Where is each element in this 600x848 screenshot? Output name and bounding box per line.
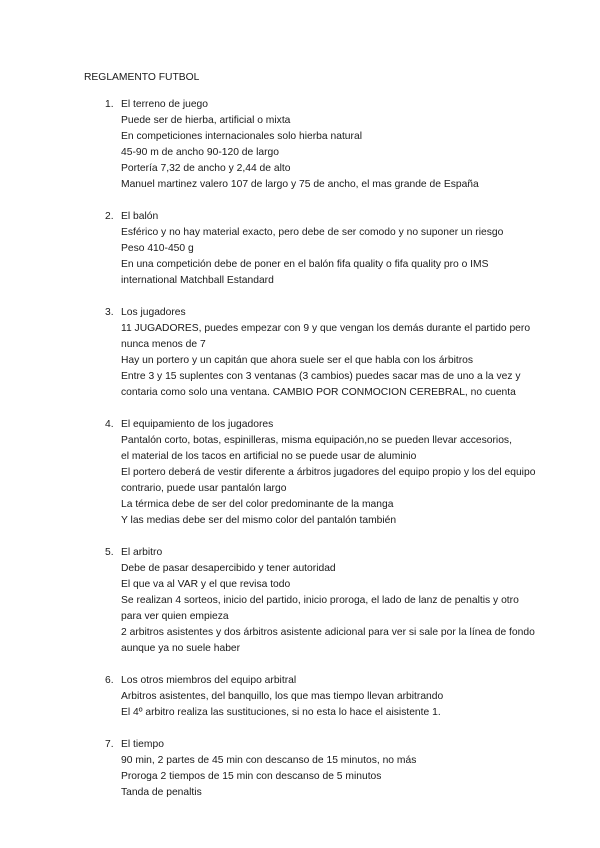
section-3 bbox=[105, 305, 540, 401]
section-1 bbox=[105, 97, 540, 193]
section-line: 2 arbitros asistentes y dos árbitros asistente adicional para ver si sale por la línea de fondo aunque ya no suele haber bbox=[121, 627, 535, 654]
section-list bbox=[84, 97, 540, 801]
section-line: Hay un portero y un capitán que ahora suele ser el que habla con los árbitros bbox=[121, 355, 474, 366]
section-line: Esférico y no hay material exacto, pero debe de ser comodo y no suponer un riesgo bbox=[121, 227, 504, 238]
section-4 bbox=[105, 417, 540, 529]
section-line: El que va al VAR y el que revisa todo bbox=[121, 579, 291, 590]
section-line: Pantalón corto, botas, espinilleras, misma equipación,no se pueden llevar accesorios, bbox=[121, 435, 512, 446]
section-line: 45-90 m de ancho 90-120 de largo bbox=[121, 147, 279, 158]
section-heading: El terreno de juego bbox=[121, 99, 209, 110]
section-heading: Los jugadores bbox=[121, 307, 186, 318]
section-line: Y las medias debe ser del mismo color del pantalón también bbox=[121, 515, 397, 526]
section-line: 90 min, 2 partes de 45 min con descanso de 15 minutos, no más bbox=[121, 755, 417, 766]
section-line: Proroga 2 tiempos de 15 min con descanso de 5 minutos bbox=[121, 771, 382, 782]
section-number: 2. bbox=[105, 211, 114, 222]
section-line: Peso 410-450 g bbox=[121, 243, 194, 254]
section-6 bbox=[105, 673, 540, 721]
section-heading: El tiempo bbox=[121, 739, 164, 750]
section-heading: El balón bbox=[121, 211, 159, 222]
section-number: 6. bbox=[105, 675, 114, 686]
section-line: En una competición debe de poner en el balón fifa quality o fifa quality pro o IMS international Matchball Estandard bbox=[121, 259, 489, 286]
section-line: 11 JUGADORES, puedes empezar con 9 y que vengan los demás durante el partido pero nunca menos de 7 bbox=[121, 323, 531, 350]
section-line: Debe de pasar desapercibido y tener autoridad bbox=[121, 563, 336, 574]
section-number: 5. bbox=[105, 547, 114, 558]
section-line: En competiciones internacionales solo hierba natural bbox=[121, 131, 362, 142]
section-line: El 4º arbitro realiza las sustituciones, si no esta lo hace el aisistente 1. bbox=[121, 707, 441, 718]
section-number: 4. bbox=[105, 419, 114, 430]
section-line: Se realizan 4 sorteos, inicio del partido, inicio proroga, el lado de lanz de penaltis y otro para ver quien empieza bbox=[121, 595, 519, 622]
section-line: Puede ser de hierba, artificial o mixta bbox=[121, 115, 291, 126]
section-line: Tanda de penaltis bbox=[121, 787, 202, 798]
section-line: La térmica debe de ser del color predominante de la manga bbox=[121, 499, 394, 510]
section-number: 3. bbox=[105, 307, 114, 318]
document-title: REGLAMENTO FUTBOL bbox=[84, 72, 200, 83]
section-number: 7. bbox=[105, 739, 114, 750]
section-line: Portería 7,32 de ancho y 2,44 de alto bbox=[121, 163, 291, 174]
section-line: el material de los tacos en artificial no se puede usar de aluminio bbox=[121, 451, 417, 462]
section-number: 1. bbox=[105, 99, 114, 110]
section-heading: El equipamiento de los jugadores bbox=[121, 419, 274, 430]
section-7 bbox=[105, 737, 540, 801]
section-heading: El arbitro bbox=[121, 547, 163, 558]
section-2 bbox=[105, 209, 540, 289]
section-line: Arbitros asistentes, del banquillo, los que mas tiempo llevan arbitrando bbox=[121, 691, 444, 702]
section-line: El portero deberá de vestir diferente a árbitros jugadores del equipo propio y los del equipo contrario, puede usar pantalón largo bbox=[121, 467, 536, 494]
section-line: Manuel martinez valero 107 de largo y 75 de ancho, el mas grande de España bbox=[121, 179, 479, 190]
section-line: Entre 3 y 15 suplentes con 3 ventanas (3 cambios) puedes sacar mas de uno a la vez y contaria como solo una ventana. CAMBIO POR CONMOCION CEREBRAL, no cuenta bbox=[121, 371, 521, 398]
section-5 bbox=[105, 545, 540, 657]
section-heading: Los otros miembros del equipo arbitral bbox=[121, 675, 297, 686]
